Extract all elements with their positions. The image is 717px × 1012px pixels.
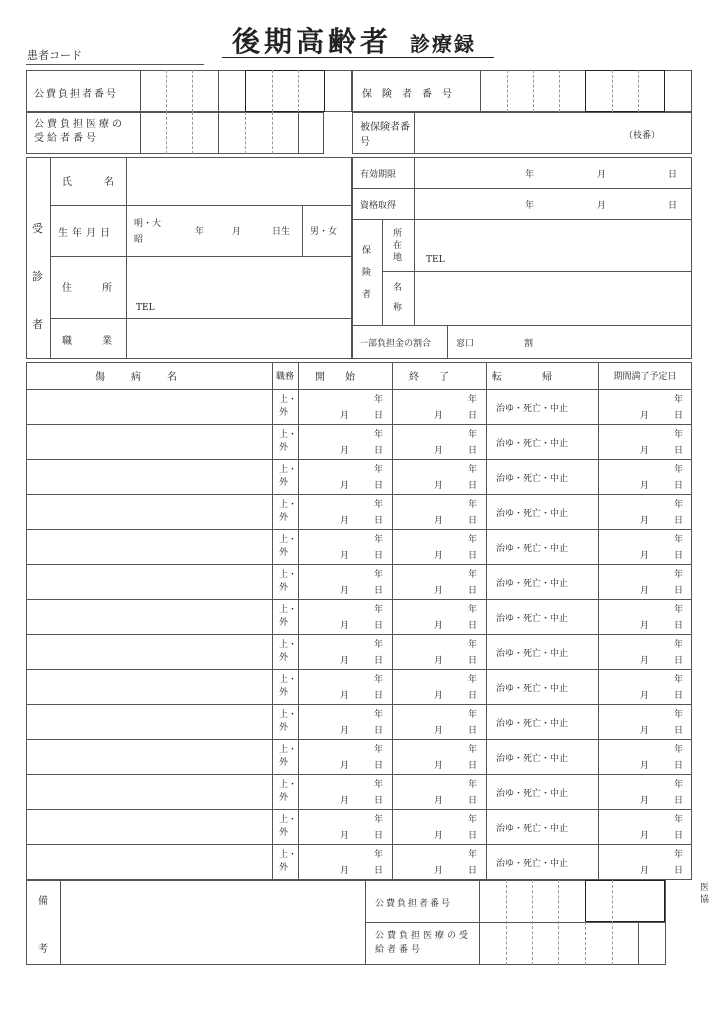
- expiry-year: 年: [674, 850, 684, 860]
- start-year: 年: [374, 570, 384, 580]
- end-day: 日: [468, 691, 478, 701]
- bottom-check-box: [585, 880, 665, 922]
- end-month: 月: [434, 761, 444, 771]
- branch-label: （枝番）: [624, 131, 661, 141]
- start-month: 月: [340, 446, 350, 456]
- end-year: 年: [468, 815, 478, 825]
- insurer-tel: TEL: [426, 255, 445, 265]
- end-year: 年: [468, 535, 478, 545]
- end-day: 日: [468, 516, 478, 526]
- end-day: 日: [468, 866, 478, 876]
- start-day: 日: [374, 446, 384, 456]
- outcome-cell: 治ゆ・死亡・中止: [496, 579, 569, 589]
- th-duty: 職務: [275, 372, 294, 382]
- start-year: 年: [374, 605, 384, 615]
- end-year: 年: [468, 570, 478, 580]
- expiry-year: 年: [674, 395, 684, 405]
- insurer-check-box: [585, 70, 665, 112]
- outcome-cell: 治ゆ・死亡・中止: [496, 754, 569, 764]
- era-top: 明・大: [134, 219, 162, 229]
- name-label: 氏名: [62, 177, 146, 188]
- end-month: 月: [434, 796, 444, 806]
- start-day: 日: [374, 516, 384, 526]
- expiry-month: 月: [640, 831, 650, 841]
- expiry-year: 年: [674, 815, 684, 825]
- expiry-year: 年: [674, 570, 684, 580]
- start-day: 日: [374, 866, 384, 876]
- start-month: 月: [340, 726, 350, 736]
- expiry-day: 日: [674, 796, 684, 806]
- expiry-day: 日: [674, 866, 684, 876]
- start-day: 日: [374, 691, 384, 701]
- expiry-month: 月: [640, 866, 650, 876]
- expiry-year: 年: [674, 535, 684, 545]
- insurer-no-label: 保険者番号: [362, 89, 462, 100]
- start-month: 月: [340, 796, 350, 806]
- th-start: 開始: [315, 372, 375, 383]
- expiry-day: 日: [674, 446, 684, 456]
- end-day: 日: [468, 726, 478, 736]
- start-day: 日: [374, 761, 384, 771]
- address-label: 住所: [62, 283, 142, 294]
- window-label: 窓口: [456, 339, 475, 349]
- end-day: 日: [468, 411, 478, 421]
- sex-label: 男・女: [310, 227, 338, 237]
- start-month: 月: [340, 866, 350, 876]
- expiry-year: 年: [674, 430, 684, 440]
- duty-cell: 上・外: [279, 745, 298, 768]
- expiry-day: 日: [674, 551, 684, 561]
- start-month: 月: [340, 411, 350, 421]
- end-month: 月: [434, 551, 444, 561]
- end-year: 年: [468, 465, 478, 475]
- start-year: 年: [374, 430, 384, 440]
- start-month: 月: [340, 761, 350, 771]
- expiry-day: 日: [674, 726, 684, 736]
- end-day: 日: [468, 656, 478, 666]
- bottom-public-recipient-label: 公費負担医療の受給者番号: [375, 931, 472, 955]
- duty-cell: 上・外: [279, 570, 298, 593]
- end-year: 年: [468, 605, 478, 615]
- start-year: 年: [374, 500, 384, 510]
- public-payer-label: 公費負担者番号: [34, 89, 118, 100]
- start-month: 月: [340, 656, 350, 666]
- end-year: 年: [468, 710, 478, 720]
- start-month: 月: [340, 481, 350, 491]
- expiry-day: 日: [674, 586, 684, 596]
- expiry-month: 月: [640, 411, 650, 421]
- start-year: 年: [374, 640, 384, 650]
- end-day: 日: [468, 796, 478, 806]
- end-year: 年: [468, 850, 478, 860]
- patient-code-line: [26, 64, 204, 65]
- valid-label: 有効期限: [360, 170, 397, 180]
- bottom-public-payer-label: 公費負担者番号: [375, 899, 453, 909]
- outcome-cell: 治ゆ・死亡・中止: [496, 649, 569, 659]
- start-month: 月: [340, 551, 350, 561]
- location-label: 所在地: [393, 229, 403, 263]
- start-day: 日: [374, 621, 384, 631]
- side-mark: 医協: [700, 883, 710, 905]
- expiry-day: 日: [674, 831, 684, 841]
- start-year: 年: [374, 745, 384, 755]
- start-month: 月: [340, 586, 350, 596]
- expiry-month: 月: [640, 761, 650, 771]
- duty-cell: 上・外: [279, 465, 298, 488]
- outcome-cell: 治ゆ・死亡・中止: [496, 544, 569, 554]
- start-year: 年: [374, 465, 384, 475]
- remarks-label-bottom: 考: [38, 944, 48, 955]
- start-year: 年: [374, 710, 384, 720]
- th-expiry: 期間満了予定日: [613, 372, 677, 382]
- end-month: 月: [434, 866, 444, 876]
- end-day: 日: [468, 446, 478, 456]
- start-month: 月: [340, 516, 350, 526]
- job-label: 職業: [62, 336, 142, 347]
- end-year: 年: [468, 395, 478, 405]
- start-day: 日: [374, 831, 384, 841]
- th-outcome: 転帰: [492, 372, 592, 383]
- expiry-month: 月: [640, 726, 650, 736]
- public-payer-check-box: [245, 70, 325, 112]
- end-day: 日: [468, 586, 478, 596]
- expiry-month: 月: [640, 796, 650, 806]
- address-tel: TEL: [136, 303, 155, 313]
- expiry-year: 年: [674, 710, 684, 720]
- expiry-year: 年: [674, 640, 684, 650]
- expiry-year: 年: [674, 745, 684, 755]
- start-year: 年: [374, 780, 384, 790]
- expiry-year: 年: [674, 780, 684, 790]
- dob-label: 生年月日: [58, 228, 114, 239]
- expiry-month: 月: [640, 516, 650, 526]
- duty-cell: 上・外: [279, 640, 298, 663]
- end-month: 月: [434, 831, 444, 841]
- duty-cell: 上・外: [279, 850, 298, 873]
- start-day: 日: [374, 551, 384, 561]
- end-year: 年: [468, 500, 478, 510]
- start-month: 月: [340, 691, 350, 701]
- start-day: 日: [374, 411, 384, 421]
- outcome-cell: 治ゆ・死亡・中止: [496, 684, 569, 694]
- start-day: 日: [374, 481, 384, 491]
- title-underline: [222, 57, 494, 58]
- start-month: 月: [340, 831, 350, 841]
- end-day: 日: [468, 551, 478, 561]
- start-year: 年: [374, 395, 384, 405]
- expiry-day: 日: [674, 656, 684, 666]
- expiry-year: 年: [674, 605, 684, 615]
- outcome-cell: 治ゆ・死亡・中止: [496, 789, 569, 799]
- outcome-cell: 治ゆ・死亡・中止: [496, 439, 569, 449]
- outcome-cell: 治ゆ・死亡・中止: [496, 404, 569, 414]
- outcome-cell: 治ゆ・死亡・中止: [496, 824, 569, 834]
- outcome-cell: 治ゆ・死亡・中止: [496, 614, 569, 624]
- expiry-day: 日: [674, 621, 684, 631]
- title-main: 後期高齢者: [232, 25, 393, 58]
- end-day: 日: [468, 831, 478, 841]
- acquired-label: 資格取得: [360, 201, 397, 211]
- start-year: 年: [374, 675, 384, 685]
- end-day: 日: [468, 761, 478, 771]
- th-disease: 傷病名: [95, 372, 203, 383]
- expiry-month: 月: [640, 586, 650, 596]
- duty-cell: 上・外: [279, 430, 298, 453]
- outcome-cell: 治ゆ・死亡・中止: [496, 859, 569, 869]
- start-day: 日: [374, 656, 384, 666]
- start-year: 年: [374, 535, 384, 545]
- expiry-month: 月: [640, 621, 650, 631]
- expiry-day: 日: [674, 516, 684, 526]
- start-day: 日: [374, 726, 384, 736]
- th-end: 終了: [409, 372, 469, 383]
- start-year: 年: [374, 815, 384, 825]
- outcome-cell: 治ゆ・死亡・中止: [496, 509, 569, 519]
- end-month: 月: [434, 621, 444, 631]
- start-month: 月: [340, 621, 350, 631]
- end-month: 月: [434, 691, 444, 701]
- end-month: 月: [434, 516, 444, 526]
- insurer-vert-label: 保険者: [362, 246, 372, 300]
- expiry-month: 月: [640, 691, 650, 701]
- patient-section-label: 受診者: [32, 222, 43, 331]
- expiry-day: 日: [674, 691, 684, 701]
- start-day: 日: [374, 796, 384, 806]
- duty-cell: 上・外: [279, 500, 298, 523]
- patient-code-label: 患者コード: [27, 49, 82, 62]
- duty-cell: 上・外: [279, 815, 298, 838]
- expiry-year: 年: [674, 500, 684, 510]
- copay-label: 一部負担金の割合: [359, 339, 432, 349]
- end-year: 年: [468, 745, 478, 755]
- duty-cell: 上・外: [279, 605, 298, 628]
- duty-cell: 上・外: [279, 675, 298, 698]
- expiry-day: 日: [674, 411, 684, 421]
- end-month: 月: [434, 481, 444, 491]
- insurer-name-label: 名称: [393, 283, 403, 313]
- end-month: 月: [434, 411, 444, 421]
- duty-cell: 上・外: [279, 780, 298, 803]
- percent-label: 割: [524, 339, 534, 349]
- end-year: 年: [468, 640, 478, 650]
- expiry-day: 日: [674, 761, 684, 771]
- duty-cell: 上・外: [279, 535, 298, 558]
- end-day: 日: [468, 621, 478, 631]
- end-month: 月: [434, 586, 444, 596]
- end-year: 年: [468, 430, 478, 440]
- start-year: 年: [374, 850, 384, 860]
- end-month: 月: [434, 656, 444, 666]
- expiry-month: 月: [640, 551, 650, 561]
- outcome-cell: 治ゆ・死亡・中止: [496, 719, 569, 729]
- duty-cell: 上・外: [279, 710, 298, 733]
- end-year: 年: [468, 780, 478, 790]
- expiry-month: 月: [640, 656, 650, 666]
- public-recipient-label: 公費負担医療の受給者番号: [34, 119, 125, 144]
- end-day: 日: [468, 481, 478, 491]
- expiry-month: 月: [640, 481, 650, 491]
- remarks-label-top: 備: [38, 896, 48, 907]
- expiry-month: 月: [640, 446, 650, 456]
- era-bottom: 昭: [134, 235, 144, 245]
- start-day: 日: [374, 586, 384, 596]
- outcome-cell: 治ゆ・死亡・中止: [496, 474, 569, 484]
- title-sub: 診療録: [410, 32, 476, 56]
- insured-no-label: 被保険者番号: [360, 122, 410, 148]
- expiry-year: 年: [674, 465, 684, 475]
- expiry-year: 年: [674, 675, 684, 685]
- expiry-day: 日: [674, 481, 684, 491]
- end-month: 月: [434, 726, 444, 736]
- disease-table: [26, 362, 692, 880]
- end-month: 月: [434, 446, 444, 456]
- duty-cell: 上・外: [279, 395, 298, 418]
- end-year: 年: [468, 675, 478, 685]
